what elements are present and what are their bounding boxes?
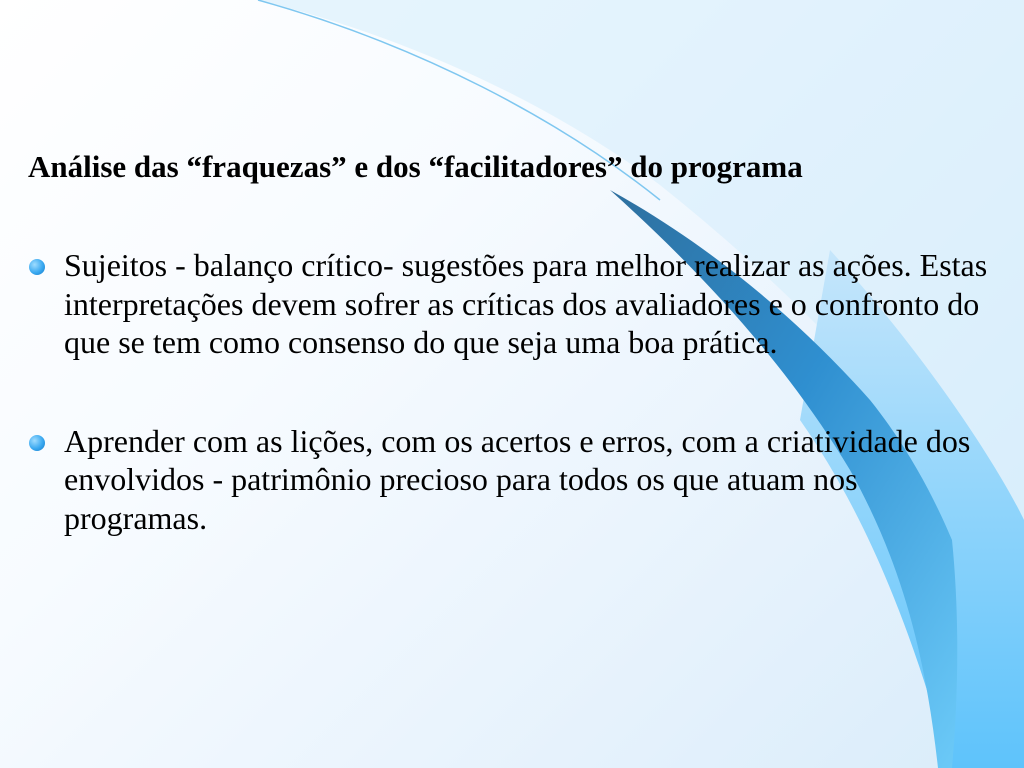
bullet-dot-icon: [29, 435, 45, 451]
slide-content: [28, 148, 1008, 537]
bullet-dot-icon: [29, 259, 45, 275]
bullet-item: [28, 246, 1008, 362]
bullet-text: Aprender com as lições, com os acertos e erros, com a criatividade dos envolvidos - patrimônio precioso para todos os que atuam nos programas.: [64, 422, 971, 536]
bullet-list: [28, 246, 1008, 537]
bullet-item: [28, 422, 1008, 538]
slide-heading: Análise das “fraquezas” e dos “facilitadores” do programa: [28, 149, 803, 184]
bullet-text: Sujeitos - balanço crítico- sugestões para melhor realizar as ações. Estas interpretações devem sofrer as críticas dos avaliadores e o confronto do que se tem como consenso do que seja uma boa prática.: [64, 247, 988, 360]
